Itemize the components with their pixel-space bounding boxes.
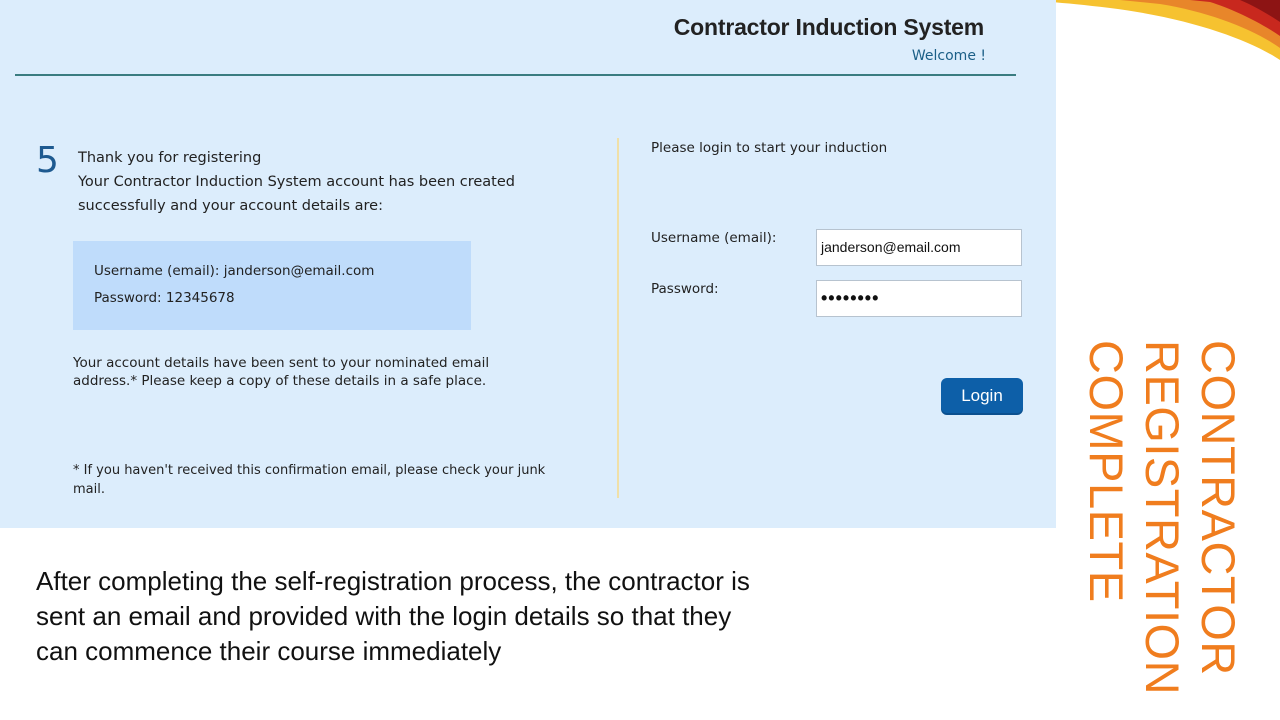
caption-line: After completing the self-registration process, the contractor is xyxy=(36,566,750,596)
account-username: Username (email): janderson@email.com xyxy=(94,263,375,279)
thanks-line: Thank you for registering xyxy=(78,150,262,166)
panel-divider xyxy=(617,138,619,498)
junk-note-line: mail. xyxy=(73,482,105,497)
slide-caption xyxy=(36,564,1036,669)
sent-note-line: address.* Please keep a copy of these details in a safe place. xyxy=(73,373,487,389)
junk-mail-note xyxy=(73,461,593,499)
sent-note-line: Your account details have been sent to your nominated email xyxy=(73,355,490,371)
welcome-text: Welcome ! xyxy=(911,48,986,64)
account-details-box xyxy=(73,241,471,330)
caption-line: sent an email and provided with the login details so that they xyxy=(36,601,732,631)
corner-decoration-swoosh xyxy=(1050,0,1280,60)
login-prompt: Please login to start your induction xyxy=(651,140,888,156)
slide-title-line: COMPLETE xyxy=(1080,340,1133,603)
details-sent-note xyxy=(73,354,593,390)
thanks-line: successfully and your account details are: xyxy=(78,198,383,214)
header-divider xyxy=(15,74,1016,76)
thanks-line: Your Contractor Induction System account has been created xyxy=(78,174,515,190)
slide-title-line: CONTRACTOR xyxy=(1192,340,1245,676)
account-password: Password: 12345678 xyxy=(94,290,235,306)
username-input[interactable]: janderson@email.com xyxy=(816,229,1022,266)
password-label: Password: xyxy=(651,281,719,297)
step-number: 5 xyxy=(36,140,59,181)
slide-title-line: REGISTRATION xyxy=(1136,340,1189,696)
username-label: Username (email): xyxy=(651,230,777,246)
slide-title xyxy=(1076,340,1246,700)
junk-note-line: * If you haven't received this confirmation email, please check your junk xyxy=(73,463,546,478)
registration-message xyxy=(78,146,568,218)
app-title: Contractor Induction System xyxy=(673,14,984,40)
login-button[interactable]: Login xyxy=(941,378,1023,415)
password-input[interactable]: •••••••• xyxy=(816,280,1022,317)
caption-line: can commence their course immediately xyxy=(36,636,502,666)
